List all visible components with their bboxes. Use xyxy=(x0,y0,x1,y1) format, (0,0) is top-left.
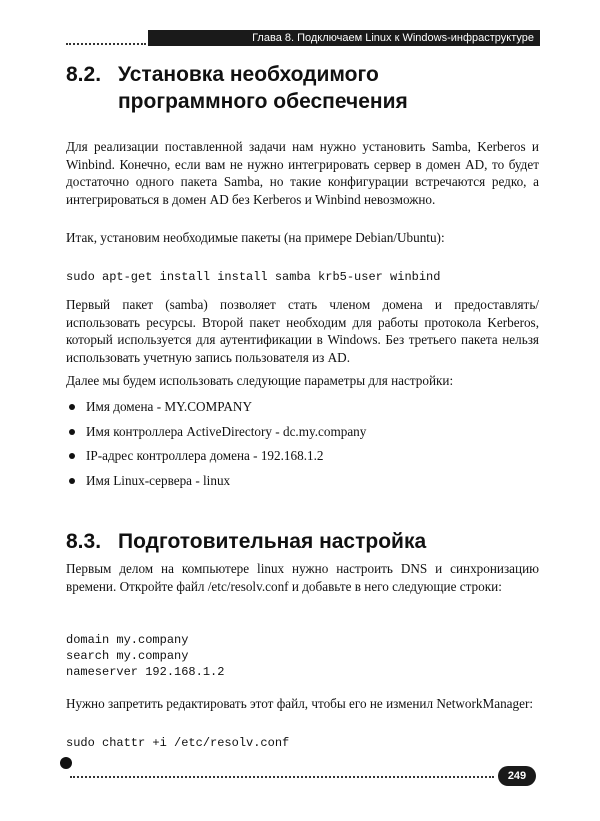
list-item: Имя домена - MY.COMPANY xyxy=(66,398,536,423)
header-divider xyxy=(66,43,146,45)
paragraph: Первым делом на компьютере linux нужно настроить DNS и синхронизацию времени. Откройте файл /etc/resolv.conf и добавьте в него следующие строки: xyxy=(66,561,539,594)
chapter-header: Глава 8. Подключаем Linux к Windows-инфраструктуре xyxy=(148,30,540,46)
list-item: Имя контроллера ActiveDirectory - dc.my.company xyxy=(66,423,536,448)
code-block: sudo chattr +i /etc/resolv.conf xyxy=(66,736,290,750)
code-line: domain my.company xyxy=(66,633,189,647)
section-title-line2: программного обеспечения xyxy=(118,90,408,113)
list-item: IP-адрес контроллера домена - 192.168.1.2 xyxy=(66,447,536,472)
paragraph: Первый пакет (samba) позволяет стать членом домена и предоставлять/использовать ресурсы. Второй пакет необходим для работы протокола Kerberos, который используется для аутентификации в Windows. Без третьего пакета нельзя использовать учетную запись пользователя из AD. xyxy=(66,297,539,365)
code-block xyxy=(66,632,224,680)
section-heading-8-2 xyxy=(66,61,408,115)
section-title-line1: Установка необходимого xyxy=(118,63,379,86)
page-number: 249 xyxy=(498,766,536,786)
section-number: 8.2. xyxy=(66,63,102,86)
paragraph: Итак, установим необходимые пакеты (на примере Debian/Ubuntu): xyxy=(66,230,445,245)
code-line: nameserver 192.168.1.2 xyxy=(66,665,225,679)
section-heading-8-3 xyxy=(66,528,426,555)
list-item: Имя Linux-сервера - linux xyxy=(66,472,536,497)
code-line: search my.company xyxy=(66,649,189,663)
footer-bullet-circle xyxy=(60,757,72,769)
code-block: sudo apt-get install install samba krb5-user winbind xyxy=(66,270,441,284)
section-title: Подготовительная настройка xyxy=(118,530,427,553)
paragraph: Нужно запретить редактировать этот файл, чтобы его не изменил NetworkManager: xyxy=(66,696,534,711)
paragraph: Далее мы будем использовать следующие параметры для настройки: xyxy=(66,373,454,388)
paragraph: Для реализации поставленной задачи нам нужно установить Samba, Kerberos и Winbind. Конечно, если вам не нужно интегрировать сервер в домен AD, то будет достаточно одного пакета Samba, но такие конфигурации встречаются редко, а интегрироваться в домен AD без Kerberos и Winbind невозможно. xyxy=(66,139,539,207)
section-number: 8.3. xyxy=(66,530,102,553)
parameter-list xyxy=(66,398,536,496)
footer-divider xyxy=(70,776,494,778)
